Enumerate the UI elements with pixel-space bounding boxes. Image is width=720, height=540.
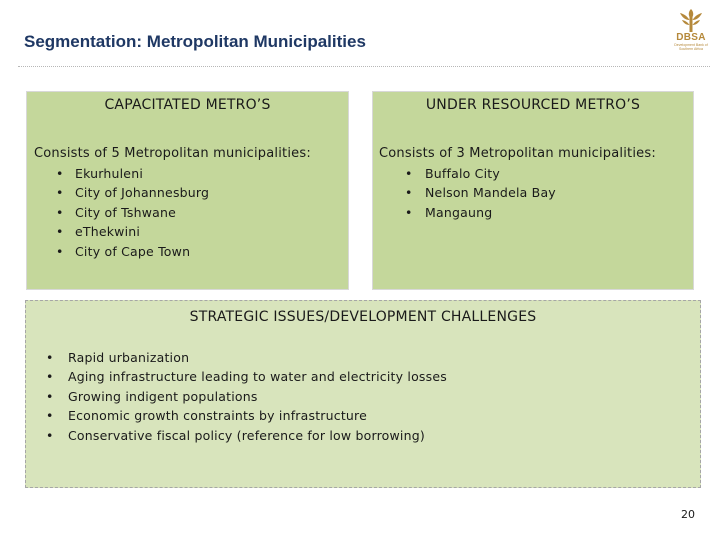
strategic-heading: STRATEGIC ISSUES/DEVELOPMENT CHALLENGES: [189, 309, 537, 325]
dbsa-logo: [668, 8, 714, 64]
list-item: • City of Johannesburg: [75, 183, 209, 202]
capacitated-intro: Consists of 5 Metropolitan municipalities:: [34, 146, 311, 161]
logo-text: DBSA: [676, 32, 706, 43]
list-item: • Buffalo City: [425, 164, 556, 183]
under-resourced-intro: Consists of 3 Metropolitan municipalities:: [379, 146, 656, 161]
list-item: • Conservative fiscal policy (reference for low borrowing): [68, 426, 447, 445]
strategic-issues-box: [25, 300, 701, 488]
slide-title: Segmentation: Metropolitan Municipalities: [24, 32, 366, 51]
capacitated-metros-box: [26, 91, 349, 290]
logo-subtitle: Development Bank of Southern Africa: [674, 43, 708, 51]
list-item: • Rapid urbanization: [68, 348, 447, 367]
page-number: 20: [681, 508, 695, 521]
list-item: • Nelson Mandela Bay: [425, 183, 556, 202]
list-item: • Mangaung: [425, 203, 556, 222]
list-item: • Economic growth constraints by infrastructure: [68, 406, 447, 425]
under-resourced-heading: UNDER RESOURCED METRO’S: [425, 97, 641, 113]
list-item: • Ekurhuleni: [75, 164, 209, 183]
logo-emblem-icon: [678, 8, 704, 32]
title-divider: [18, 66, 710, 67]
under-resourced-metros-box: [372, 91, 694, 290]
strategic-list: [68, 348, 447, 445]
list-item: • eThekwini: [75, 222, 209, 241]
list-item: • Growing indigent populations: [68, 387, 447, 406]
list-item: • City of Cape Town: [75, 242, 209, 261]
capacitated-heading: CAPACITATED METRO’S: [104, 97, 271, 113]
list-item: • Aging infrastructure leading to water and electricity losses: [68, 367, 447, 386]
list-item: • City of Tshwane: [75, 203, 209, 222]
capacitated-list: [75, 164, 209, 261]
under-resourced-list: [425, 164, 556, 222]
